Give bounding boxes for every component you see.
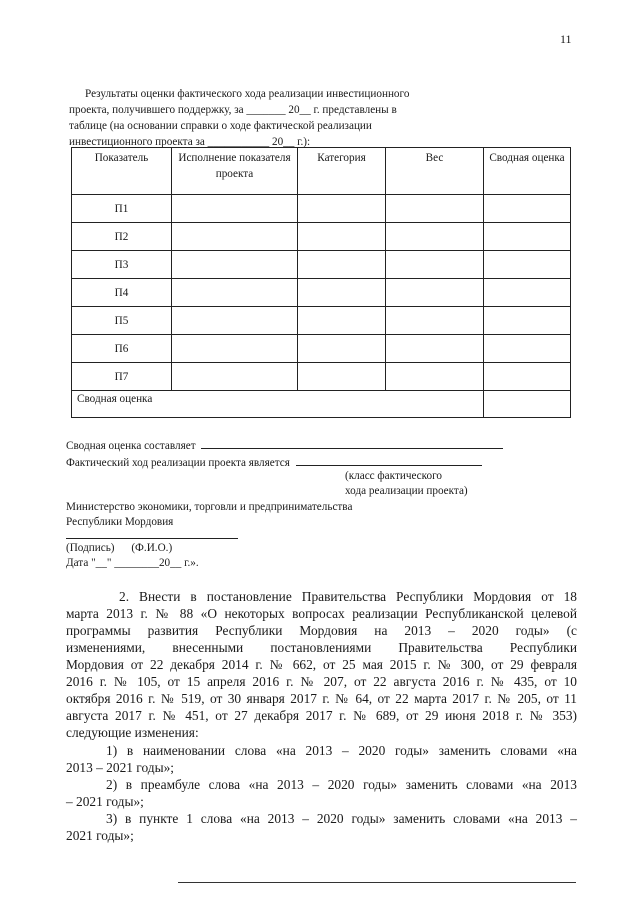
course-label: Фактический ход реализации проекта является [66, 457, 290, 469]
main-line-12: 2) в преамбуле слова «на 2013 – 2020 годы» заменить словами «на 2013 [106, 777, 577, 792]
row-label: П6 [72, 335, 172, 363]
main-line-3: программы развития Республики Мордовия на 2013 – 2020 годы» (с [66, 623, 577, 638]
total-label: Сводная оценка [72, 391, 484, 418]
table-row [72, 335, 571, 363]
row-label: П4 [72, 279, 172, 307]
header-indicator: Показатель [72, 148, 172, 195]
main-line-9: следующие изменения: [66, 725, 199, 740]
main-line-1: 2. Внести в постановление Правительства Республики Мордовия от 18 [119, 589, 577, 604]
main-line-4: изменениями, внесенными постановлениями Правительства Республики [66, 640, 577, 655]
header-execution: Исполнение показателя проекта [172, 148, 298, 195]
table-row [72, 307, 571, 335]
intro-line-1: Результаты оценки фактического хода реализации инвестиционного [85, 88, 410, 100]
main-line-14: 3) в пункте 1 слова «на 2013 – 2020 годы» заменить словами «на 2013 – [106, 811, 577, 826]
main-line-13: – 2021 годы»; [66, 794, 144, 809]
class-note-1: (класс фактического [345, 470, 443, 482]
ministry-line-2: Республики Мордовия [66, 516, 174, 528]
summary-blank [201, 438, 503, 449]
table-row [72, 251, 571, 279]
signature-caption: (Подпись) (Ф.И.О.) [66, 542, 173, 554]
date-line: Дата "__" ________20__ г.». [66, 557, 199, 569]
table-row [72, 279, 571, 307]
header-summary: Сводная оценка [484, 148, 571, 195]
intro-line-2: проекта, получившего поддержку, за _______ 20__ г. представлены в [69, 104, 397, 116]
intro-line-4: инвестиционного проекта за ___________ 20__ г.): [69, 136, 311, 148]
main-line-6: 2016 г. № 105, от 15 апреля 2016 г. № 207, от 22 августа 2016 г. № 435, от 10 [66, 674, 577, 689]
table-row [72, 195, 571, 223]
table-row [72, 363, 571, 391]
assessment-table [71, 147, 571, 418]
summary-label: Сводная оценка составляет [66, 440, 196, 452]
ministry-line-1: Министерство экономики, торговли и предпринимательства [66, 501, 353, 513]
main-line-11: 2013 – 2021 годы»; [66, 760, 174, 775]
main-line-5: Мордовия от 22 декабря 2014 г. № 662, от 25 мая 2015 г. № 300, от 29 февраля [66, 657, 577, 672]
signature-line [66, 538, 238, 539]
row-label: П5 [72, 307, 172, 335]
class-note-2: хода реализации проекта) [345, 485, 468, 497]
row-label: П2 [72, 223, 172, 251]
footer-rule [178, 882, 576, 883]
row-label: П1 [72, 195, 172, 223]
row-label: П3 [72, 251, 172, 279]
intro-line-3: таблице (на основании справки о ходе фактической реализации [69, 120, 372, 132]
table-row [72, 223, 571, 251]
header-weight: Вес [386, 148, 484, 195]
page-number: 11 [560, 32, 572, 46]
main-line-7: октября 2016 г. № 519, от 30 января 2017 г. № 64, от 22 марта 2017 г. № 205, от 11 [66, 691, 577, 706]
main-line-2: марта 2013 г. № 88 «О некоторых вопросах реализации Республиканской целевой [66, 606, 577, 621]
header-category: Категория [298, 148, 386, 195]
main-line-10: 1) в наименовании слова «на 2013 – 2020 годы» заменить словами «на [106, 743, 577, 758]
main-line-8: августа 2017 г. № 451, от 27 декабря 2017 г. № 689, от 29 июня 2018 г. № 353) [66, 708, 577, 723]
main-line-15: 2021 годы»; [66, 828, 134, 843]
row-label: П7 [72, 363, 172, 391]
course-blank [296, 455, 482, 466]
